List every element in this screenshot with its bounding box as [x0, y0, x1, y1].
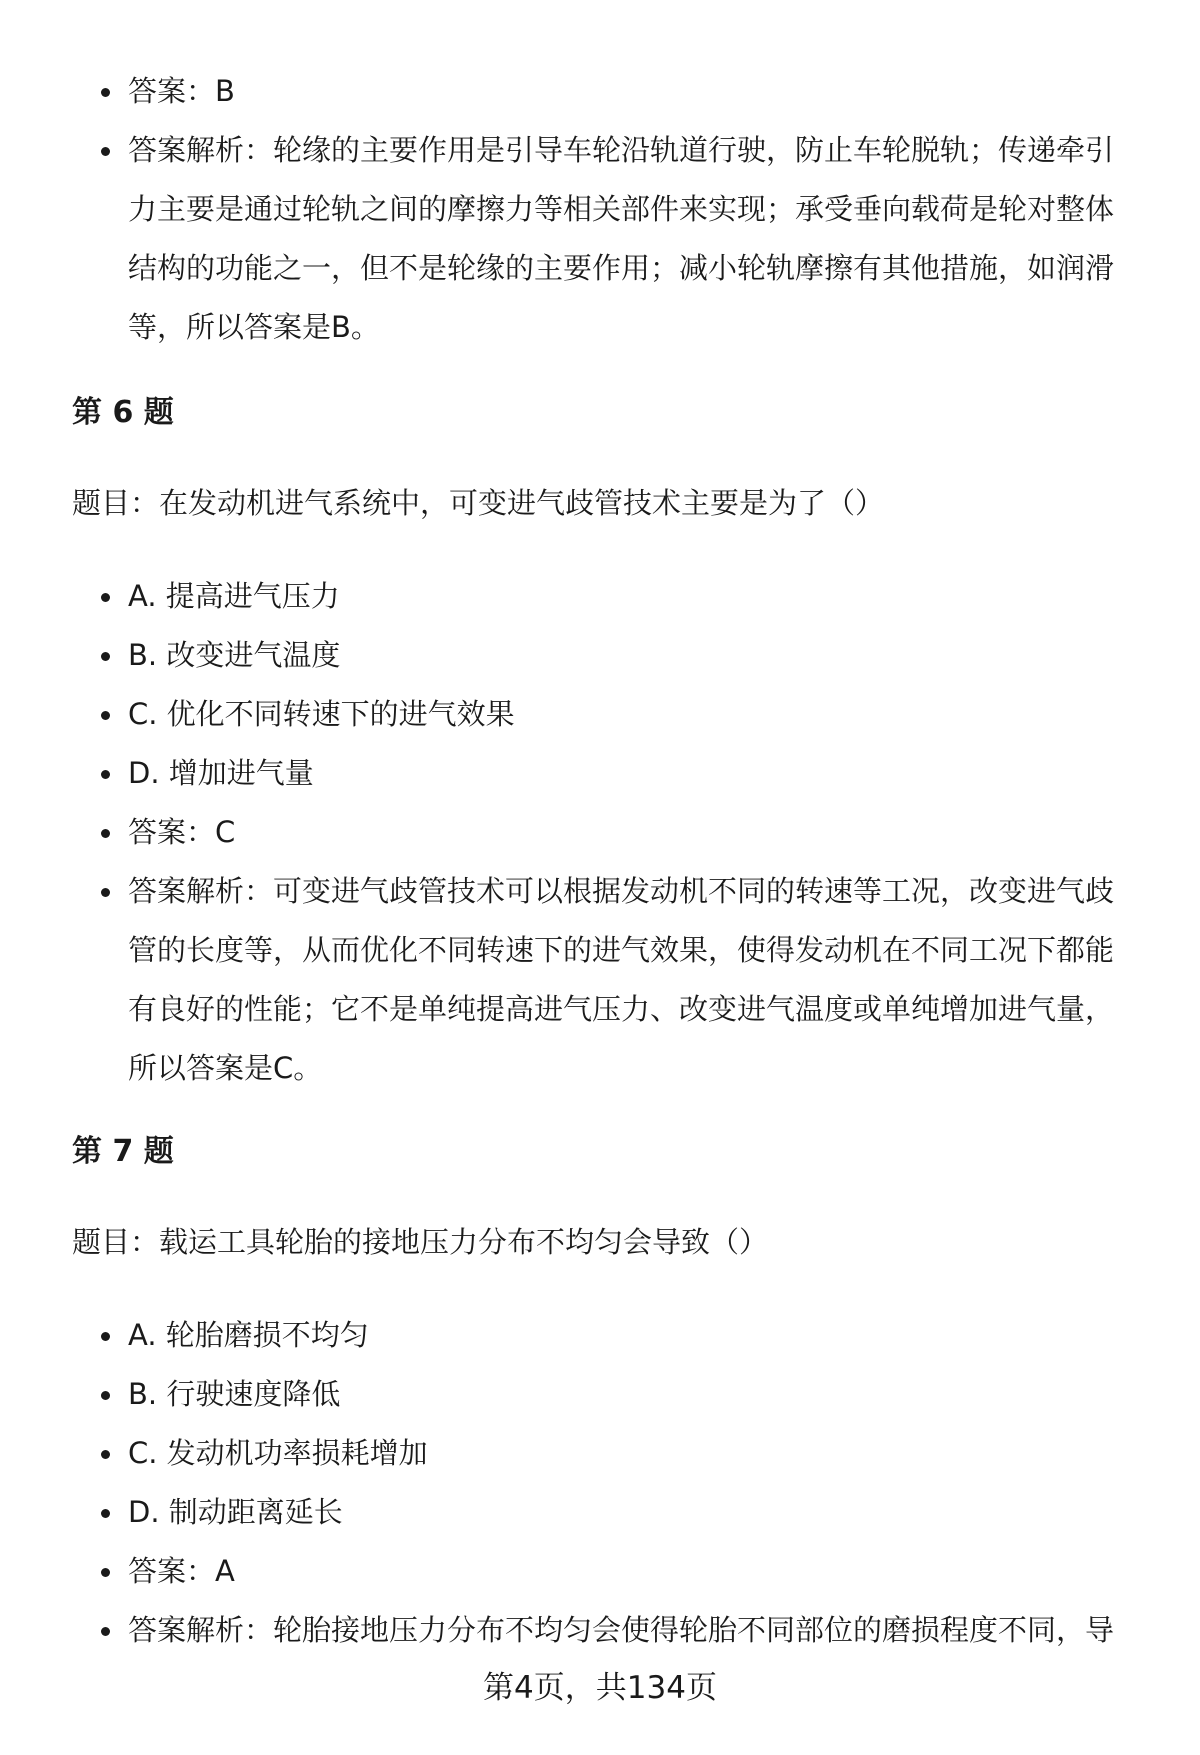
answer-item: 答案：C — [128, 803, 1142, 862]
question-7-list — [72, 1306, 1142, 1660]
page-number-footer: 第4页，共134页 — [483, 1670, 717, 1706]
question-6-stem: 题目：在发动机进气系统中，可变进气歧管技术主要是为了（） — [72, 486, 885, 520]
page-content — [72, 62, 1142, 1660]
explanation-item: 答案解析：可变进气歧管技术可以根据发动机不同的转速等工况，改变进气歧管的长度等，从而优化不同转速下的进气效果，使得发动机在不同工况下都能有良好的性能；它不是单纯提高进气压力、改变进气温度或单纯增加进气量，所以答案是C。 — [128, 862, 1142, 1098]
option-item: A. 轮胎磨损不均匀 — [128, 1306, 1142, 1365]
option-item: D. 制动距离延长 — [128, 1483, 1142, 1542]
option-item: B. 改变进气温度 — [128, 626, 1142, 685]
answer-item: 答案：A — [128, 1542, 1142, 1601]
explanation-item: 答案解析：轮胎接地压力分布不均匀会使得轮胎不同部位的磨损程度不同，导 — [128, 1601, 1142, 1660]
question-6-heading: 第 6 题 — [72, 395, 174, 430]
option-item: C. 优化不同转速下的进气效果 — [128, 685, 1142, 744]
answer-item: 答案：B — [128, 62, 1142, 121]
option-item: A. 提高进气压力 — [128, 567, 1142, 626]
option-item: D. 增加进气量 — [128, 744, 1142, 803]
option-item: C. 发动机功率损耗增加 — [128, 1424, 1142, 1483]
prev-question-list — [72, 62, 1142, 357]
question-6-list — [72, 567, 1142, 1098]
question-7-stem: 题目：载运工具轮胎的接地压力分布不均匀会导致（） — [72, 1225, 769, 1259]
option-item: B. 行驶速度降低 — [128, 1365, 1142, 1424]
explanation-item: 答案解析：轮缘的主要作用是引导车轮沿轨道行驶，防止车轮脱轨；传递牵引力主要是通过轮轨之间的摩擦力等相关部件来实现；承受垂向载荷是轮对整体结构的功能之一，但不是轮缘的主要作用；减小轮轨摩擦有其他措施，如润滑等，所以答案是B。 — [128, 121, 1142, 357]
question-7-heading: 第 7 题 — [72, 1134, 174, 1169]
